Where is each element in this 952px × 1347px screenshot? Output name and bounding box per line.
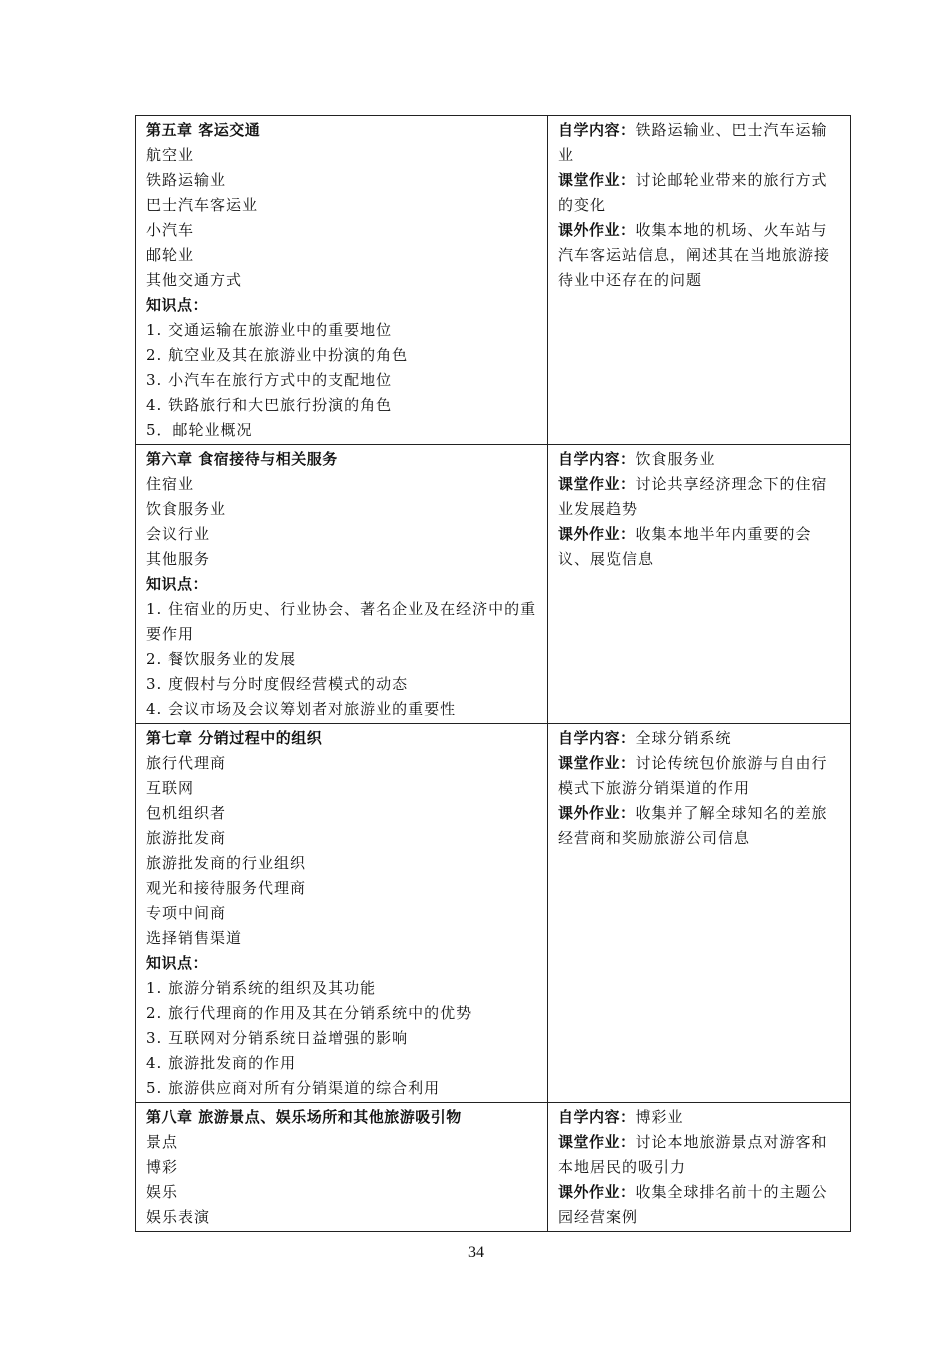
section-item: 包机组织者 bbox=[146, 804, 227, 822]
classwork-label: 课堂作业： bbox=[558, 171, 636, 189]
knowledge-point: 4. 旅游批发商的作用 bbox=[146, 1054, 297, 1072]
knowledge-point: 2. 餐饮服务业的发展 bbox=[146, 650, 297, 668]
knowledge-point: 1. 旅游分销系统的组织及其功能 bbox=[146, 979, 377, 997]
self-study-text: 博彩业 bbox=[635, 1108, 684, 1126]
chapter-title: 第六章 食宿接待与相关服务 bbox=[146, 450, 338, 468]
classwork-entry bbox=[558, 1130, 842, 1180]
section-item: 住宿业 bbox=[146, 475, 195, 493]
knowledge-point: 4. 铁路旅行和大巴旅行扮演的角色 bbox=[146, 396, 393, 414]
self-study-text: 铁路运输业、巴士汽车运输业 bbox=[558, 121, 828, 164]
homework-label: 课外作业： bbox=[558, 525, 636, 543]
section-item: 娱乐 bbox=[146, 1183, 179, 1201]
self-study-entry bbox=[558, 1105, 842, 1130]
chapter-row bbox=[136, 116, 851, 445]
self-study-text: 饮食服务业 bbox=[635, 450, 716, 468]
chapter-content-cell bbox=[136, 116, 548, 445]
assignments-cell bbox=[548, 445, 851, 724]
assignments-cell bbox=[548, 1103, 851, 1232]
classwork-label: 课堂作业： bbox=[558, 754, 636, 772]
homework-label: 课外作业： bbox=[558, 1183, 636, 1201]
syllabus-table bbox=[135, 115, 851, 1232]
assignments-cell bbox=[548, 116, 851, 445]
section-item: 巴士汽车客运业 bbox=[146, 196, 259, 214]
knowledge-points-label: 知识点： bbox=[146, 575, 209, 593]
self-study-entry bbox=[558, 726, 842, 751]
section-item: 互联网 bbox=[146, 779, 195, 797]
knowledge-point: 4. 会议市场及会议筹划者对旅游业的重要性 bbox=[146, 700, 457, 718]
classwork-entry bbox=[558, 751, 842, 801]
knowledge-point: 2. 旅行代理商的作用及其在分销系统中的优势 bbox=[146, 1004, 473, 1022]
homework-entry bbox=[558, 801, 842, 851]
section-item: 观光和接待服务代理商 bbox=[146, 879, 307, 897]
section-item: 其他服务 bbox=[146, 550, 211, 568]
chapter-row bbox=[136, 445, 851, 724]
homework-text: 收集本地的机场、火车站与汽车客运站信息，阐述其在当地旅游接待业中还存在的问题 bbox=[558, 221, 831, 289]
homework-label: 课外作业： bbox=[558, 221, 636, 239]
classwork-text: 讨论传统包价旅游与自由行模式下旅游分销渠道的作用 bbox=[558, 754, 828, 797]
section-item: 旅游批发商的行业组织 bbox=[146, 854, 307, 872]
knowledge-point: 2. 航空业及其在旅游业中扮演的角色 bbox=[146, 346, 409, 364]
self-study-entry bbox=[558, 118, 842, 168]
self-study-text: 全球分销系统 bbox=[635, 729, 732, 747]
knowledge-point: 3. 小汽车在旅行方式中的支配地位 bbox=[146, 371, 393, 389]
homework-entry bbox=[558, 522, 842, 572]
classwork-text: 讨论邮轮业带来的旅行方式的变化 bbox=[558, 171, 828, 214]
section-item: 博彩 bbox=[146, 1158, 179, 1176]
homework-entry bbox=[558, 218, 842, 293]
knowledge-point: 5. 旅游供应商对所有分销渠道的综合利用 bbox=[146, 1079, 441, 1097]
syllabus-table-body bbox=[136, 116, 851, 1232]
classwork-entry bbox=[558, 168, 842, 218]
classwork-label: 课堂作业： bbox=[558, 1133, 636, 1151]
self-study-label: 自学内容： bbox=[558, 121, 636, 139]
assignments-cell bbox=[548, 724, 851, 1103]
section-item: 小汽车 bbox=[146, 221, 195, 239]
classwork-label: 课堂作业： bbox=[558, 475, 636, 493]
homework-text: 收集并了解全球知名的差旅经营商和奖励旅游公司信息 bbox=[558, 804, 828, 847]
self-study-label: 自学内容： bbox=[558, 450, 636, 468]
self-study-entry bbox=[558, 447, 842, 472]
classwork-text: 讨论本地旅游景点对游客和本地居民的吸引力 bbox=[558, 1133, 828, 1176]
chapter-content-cell bbox=[136, 724, 548, 1103]
chapter-content-cell bbox=[136, 1103, 548, 1232]
section-item: 旅游批发商 bbox=[146, 829, 227, 847]
section-item: 其他交通方式 bbox=[146, 271, 243, 289]
self-study-label: 自学内容： bbox=[558, 729, 636, 747]
knowledge-point: 3. 互联网对分销系统日益增强的影响 bbox=[146, 1029, 409, 1047]
chapter-title: 第七章 分销过程中的组织 bbox=[146, 729, 323, 747]
chapter-row bbox=[136, 1103, 851, 1232]
section-item: 铁路运输业 bbox=[146, 171, 227, 189]
knowledge-points-label: 知识点： bbox=[146, 296, 209, 314]
homework-entry bbox=[558, 1180, 842, 1230]
section-item: 景点 bbox=[146, 1133, 179, 1151]
section-item: 会议行业 bbox=[146, 525, 211, 543]
section-item: 饮食服务业 bbox=[146, 500, 227, 518]
knowledge-point: 5．邮轮业概况 bbox=[146, 421, 253, 439]
classwork-entry bbox=[558, 472, 842, 522]
chapter-title: 第五章 客运交通 bbox=[146, 121, 261, 139]
section-item: 航空业 bbox=[146, 146, 195, 164]
section-item: 旅行代理商 bbox=[146, 754, 227, 772]
chapter-title: 第八章 旅游景点、娱乐场所和其他旅游吸引物 bbox=[146, 1108, 462, 1126]
section-item: 专项中间商 bbox=[146, 904, 227, 922]
knowledge-point: 3. 度假村与分时度假经营模式的动态 bbox=[146, 675, 409, 693]
homework-label: 课外作业： bbox=[558, 804, 636, 822]
chapter-content-cell bbox=[136, 445, 548, 724]
homework-text: 收集全球排名前十的主题公园经营案例 bbox=[558, 1183, 828, 1226]
section-item: 选择销售渠道 bbox=[146, 929, 243, 947]
section-item: 邮轮业 bbox=[146, 246, 195, 264]
knowledge-points-label: 知识点： bbox=[146, 954, 209, 972]
knowledge-point: 1. 住宿业的历史、行业协会、著名企业及在经济中的重要作用 bbox=[146, 600, 537, 643]
classwork-text: 讨论共享经济理念下的住宿业发展趋势 bbox=[558, 475, 828, 518]
chapter-row bbox=[136, 724, 851, 1103]
page-number: 34 bbox=[468, 1244, 484, 1261]
self-study-label: 自学内容： bbox=[558, 1108, 636, 1126]
homework-text: 收集本地半年内重要的会议、展览信息 bbox=[558, 525, 812, 568]
knowledge-point: 1. 交通运输在旅游业中的重要地位 bbox=[146, 321, 393, 339]
section-item: 娱乐表演 bbox=[146, 1208, 211, 1226]
